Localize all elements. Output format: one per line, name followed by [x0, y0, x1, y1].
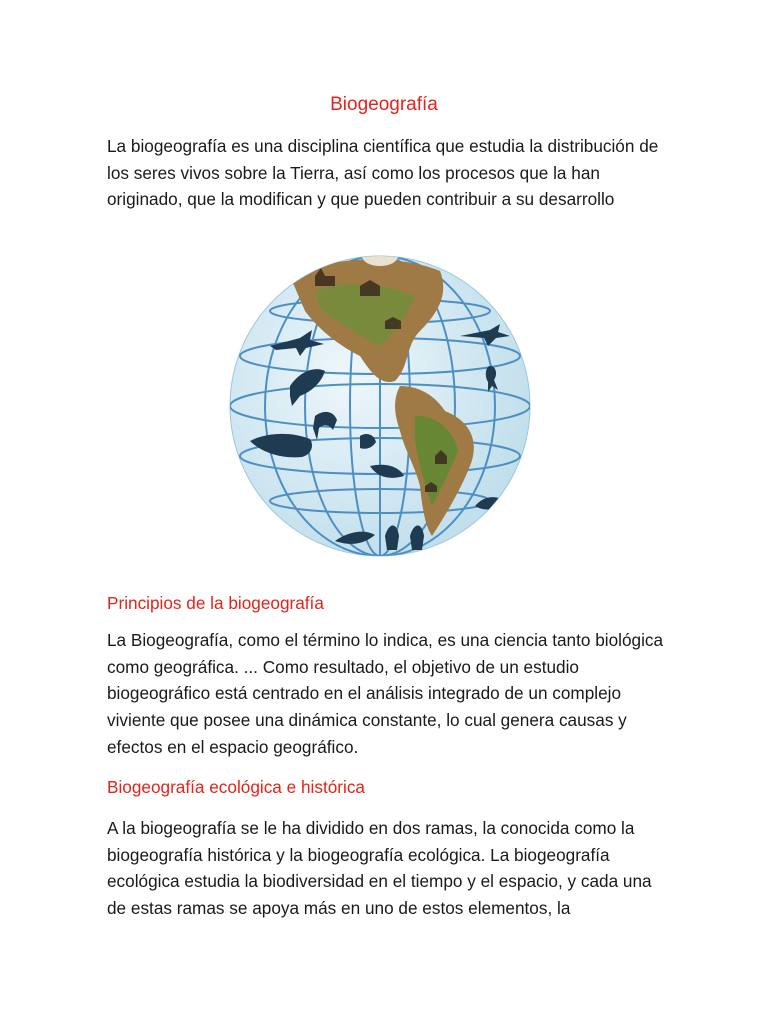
globe-with-animals-icon	[220, 236, 540, 576]
page-title: Biogeografía	[330, 94, 438, 115]
section-heading-principios: Principios de la biogeografía	[107, 593, 324, 613]
section-body-ecologica-historica: A la biogeografía se le ha dividido en dos ramas, la conocida como la biogeografía histórica y la biogeografía ecológica. La biogeografía ecológica estudia la biodiversidad en el tiempo y el espacio, y cada una de estas ramas se apoya más en uno de estos elementos, la	[107, 818, 652, 919]
globe-illustration	[220, 236, 540, 576]
section-heading-ecologica-historica: Biogeografía ecológica e histórica	[107, 777, 365, 797]
intro-paragraph: La biogeografía es una disciplina científica que estudia la distribución de los seres vivos sobre la Tierra, así como los procesos que la han originado, que la modifican y que pueden contribuir a su desarrollo	[107, 136, 659, 210]
section-body-principios: La Biogeografía, como el término lo indica, es una ciencia tanto biológica como geográfica. ... Como resultado, el objetivo de un estudio biogeográfico está centrado en el análisis integrado de un complejo viviente que posee una dinámica constante, lo cual genera causas y efectos en el espacio geográfico.	[107, 630, 664, 757]
